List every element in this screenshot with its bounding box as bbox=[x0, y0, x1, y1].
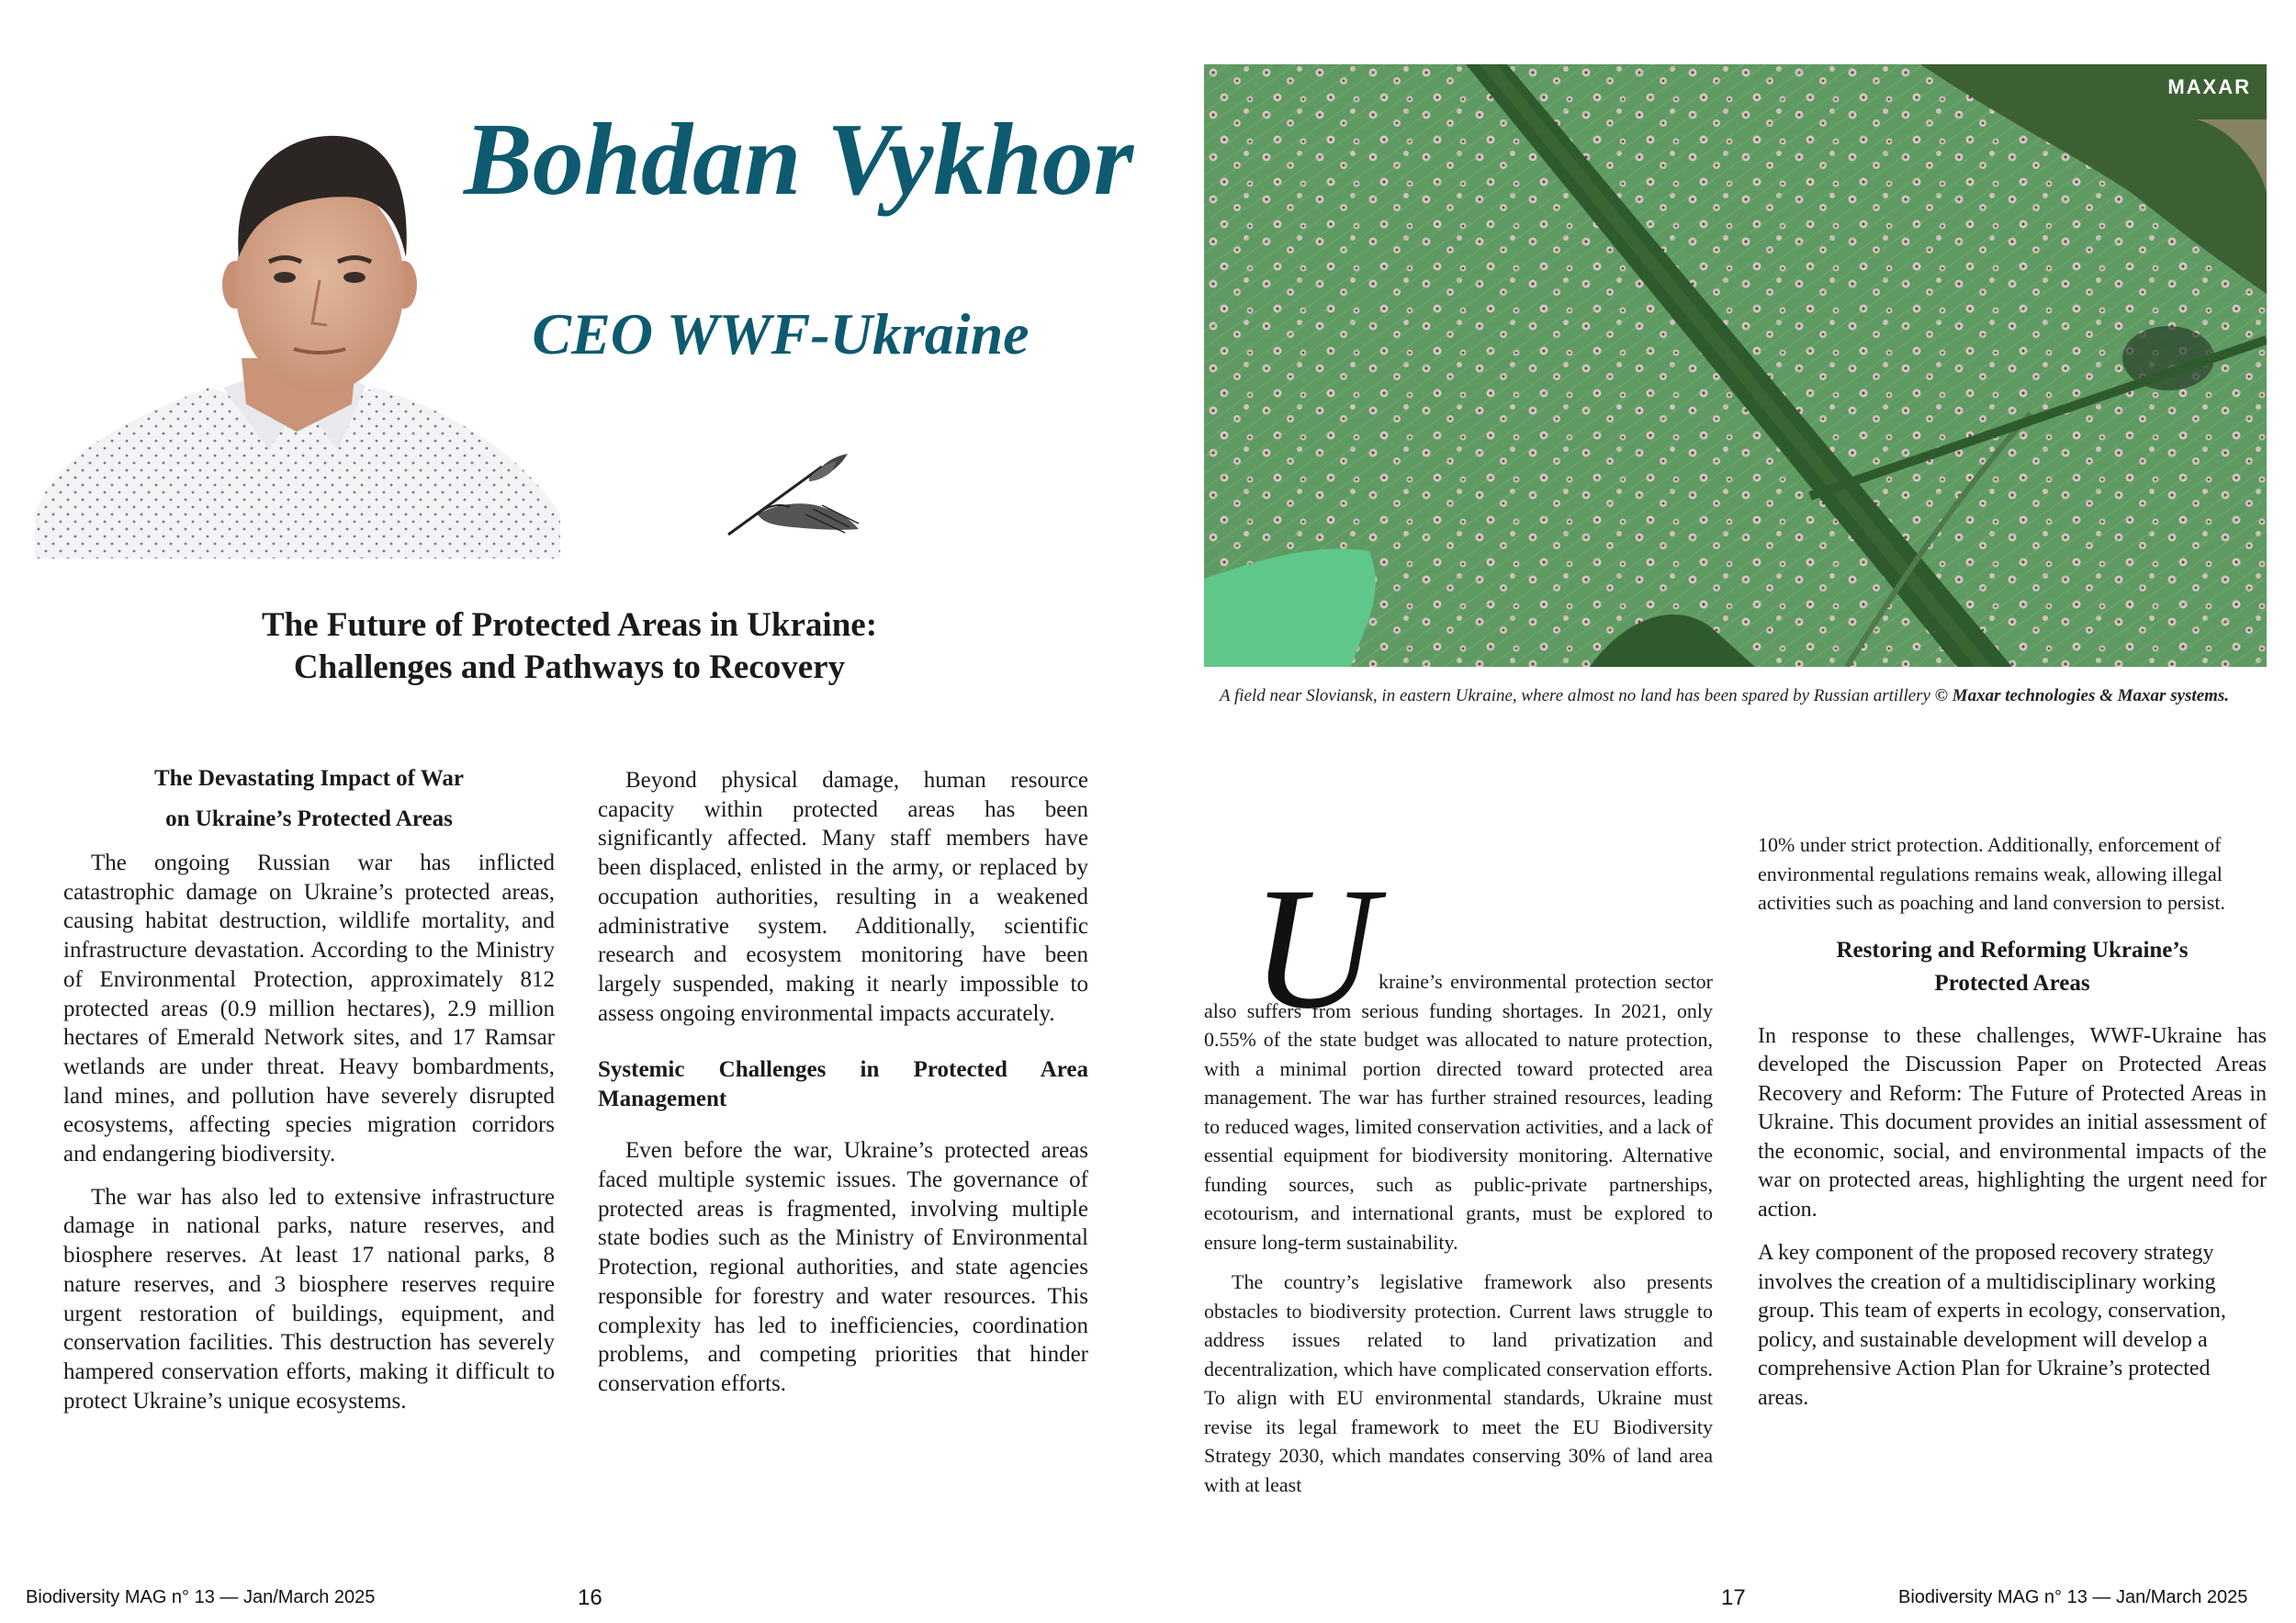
article-title-line2: Challenges and Pathways to Recovery bbox=[293, 648, 846, 686]
left-column-2 bbox=[598, 766, 1088, 1399]
section-heading-impact-line2: on Ukraine’s Protected Areas bbox=[165, 806, 453, 831]
paragraph-working-group: A key component of the proposed recovery strategy involves the creation of a multidisciplinary working group. This team of experts in ecology, conservation, policy, and sustainable development will develop a comprehensive Action Plan for Ukraine’s protected areas. bbox=[1758, 1241, 2226, 1410]
article-title-line1: The Future of Protected Areas in Ukraine: bbox=[261, 606, 878, 644]
photo-caption bbox=[1220, 682, 2237, 710]
section-heading-restoring-line2: Protected Areas bbox=[1934, 970, 2090, 996]
paragraph-funding: kraine’s environmental protection sector also suffers from serious funding shortages. In 2021, only 0.55% of the state budget was allocated to nature protection, with a minimal portion directed toward protected area management. The war has further strained resources, leading to reduced wages, limited conservation activities, and a lack of essential equipment for biodiversity monitoring. Alternative funding sources, such as public-private partnerships, ecotourism, and international grants, must be explored to ensure long-term sustainability. bbox=[1204, 970, 1713, 1254]
section-heading-systemic: Systemic Challenges in Protected Area Management bbox=[598, 1057, 1088, 1112]
page-number-left: 16 bbox=[578, 1585, 602, 1610]
paragraph-human-resources: Beyond physical damage, human resource capacity within protected areas has been significantly affected. Many staff members have been displaced, enlisted in the army, or replaced by occupation authorities, resulting in a weakened administrative system. Additionally, scientific research and ecosystem monitoring have been largely suspended, making it nearly impossible to assess ongoing environmental impacts accurately. bbox=[598, 768, 1088, 1026]
right-column-4 bbox=[1758, 830, 2267, 1413]
paragraph-enforcement: 10% under strict protection. Additionally, enforcement of environmental regulations remains weak, allowing illegal activities such as poaching and land conversion to persist. bbox=[1758, 833, 2225, 914]
paragraph-impact-2: The war has also led to extensive infrastructure damage in national parks, nature reserves, and biosphere reserves. At least 17 national parks, 8 nature reserves, and 3 biosphere reserves require urgent restoration of buildings, equipment, and conservation facilities. This destruction has severely hampered conservation efforts, making it difficult to protect Ukraine’s unique ecosystems. bbox=[63, 1184, 555, 1414]
page-number-right: 17 bbox=[1721, 1585, 1746, 1610]
photo-caption-credit: © Maxar technologies & Maxar systems. bbox=[1934, 686, 2230, 705]
left-column-1 bbox=[63, 759, 555, 1415]
paragraph-legislation: The country’s legislative framework also presents obstacles to biodiversity protection. Current laws struggle to address issues related to land privatization and decentralization, which have complicated conservation efforts. To align with EU environmental standards, Ukraine must revise its legal framework to meet the EU Biodiversity Strategy 2030, which mandates conserving 30% of land area with at least bbox=[1204, 1270, 1713, 1496]
author-role: CEO WWF-Ukraine bbox=[532, 301, 1030, 366]
photo-caption-text: A field near Sloviansk, in eastern Ukraine, where almost no land has been spared by Russian artillery bbox=[1220, 686, 1935, 705]
article-title bbox=[184, 604, 955, 689]
quill-pen-icon bbox=[721, 450, 868, 542]
footer-right: Biodiversity MAG n° 13 — Jan/March 2025 bbox=[1898, 1587, 2248, 1607]
right-column-3 bbox=[1204, 967, 1713, 1499]
drop-cap: U bbox=[1251, 852, 1378, 1045]
satellite-photo bbox=[1204, 64, 2267, 667]
paragraph-systemic: Even before the war, Ukraine’s protected areas faced multiple systemic issues. The governance of protected areas is fragmented, involving multiple state bodies such as the Ministry of Environmental Protection, regional authorities, and state agencies responsible for forestry and water resources. This complexity has led to inefficiencies, coordination problems, and competing priorities that hinder conservation efforts. bbox=[598, 1138, 1088, 1396]
paragraph-response: In response to these challenges, WWF-Ukraine has developed the Discussion Paper on Protected Areas Recovery and Reform: The Future of Protected Areas in Ukraine. This document provides an initial assessment of the economic, social, and environmental impacts of the war on protected areas, highlighting the urgent need for action. bbox=[1758, 1023, 2267, 1222]
paragraph-impact-1: The ongoing Russian war has inflicted catastrophic damage on Ukraine’s protected areas, causing habitat destruction, wildlife mortality, and infrastructure devastation. According to the Ministry of Environmental Protection, approximately 812 protected areas (0.9 million hectares), 2.9 million hectares of Emerald Network sites, and 17 Ramsar wetlands are under threat. Heavy bombardments, land mines, and pollution have severely disrupted ecosystems, affecting species migration corridors and endangering biodiversity. bbox=[63, 851, 555, 1167]
maxar-watermark: MAXAR bbox=[2167, 75, 2251, 98]
author-name: Bohdan Vykhor bbox=[464, 103, 1134, 217]
footer-left: Biodiversity MAG n° 13 — Jan/March 2025 bbox=[26, 1587, 376, 1607]
section-heading-restoring-line1: Restoring and Reforming Ukraine’s bbox=[1836, 937, 2189, 963]
section-heading-impact-line1: The Devastating Impact of War bbox=[153, 766, 465, 791]
